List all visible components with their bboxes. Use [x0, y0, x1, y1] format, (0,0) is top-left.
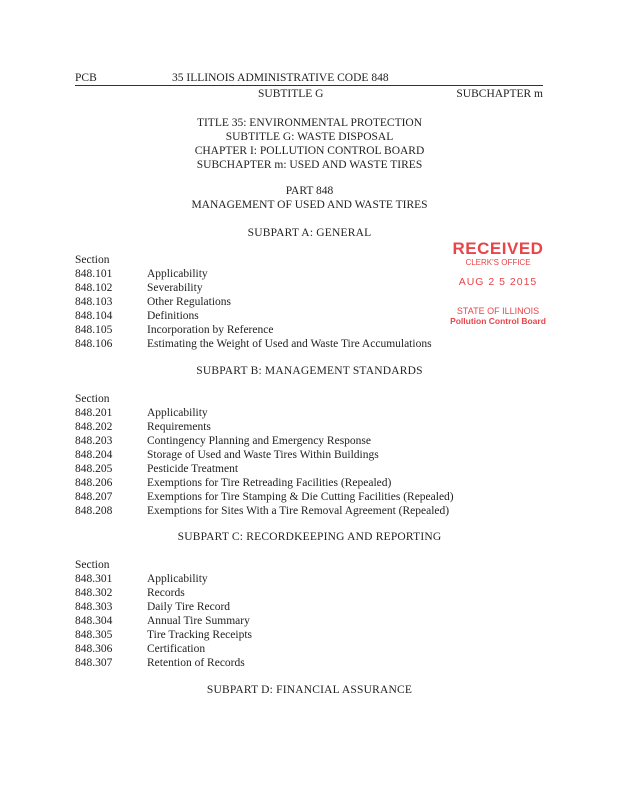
- section-title: Storage of Used and Waste Tires Within Buildings: [147, 449, 379, 461]
- section-number: 848.303: [75, 601, 113, 613]
- section-title: Applicability: [147, 407, 208, 419]
- header-subtitle: SUBTITLE G: [258, 88, 324, 100]
- section-number: 848.305: [75, 629, 113, 641]
- section-number: 848.201: [75, 407, 113, 419]
- section-title: Estimating the Weight of Used and Waste Tire Accumulations: [147, 338, 432, 350]
- section-number: 848.302: [75, 587, 113, 599]
- section-title: Definitions: [147, 310, 199, 322]
- section-label: Section: [75, 559, 110, 571]
- section-title: Exemptions for Tire Stamping & Die Cutting Facilities (Repealed): [147, 491, 454, 503]
- section-number: 848.103: [75, 296, 113, 308]
- stamp-state: STATE OF ILLINOIS: [456, 306, 540, 316]
- title-block: [0, 116, 619, 172]
- section-title: Annual Tire Summary: [147, 615, 250, 627]
- section-number: 848.206: [75, 477, 113, 489]
- stamp-received: RECEIVED: [452, 239, 544, 258]
- received-stamp: [448, 240, 548, 326]
- section-title: Pesticide Treatment: [147, 463, 239, 475]
- stamp-office: CLERK'S OFFICE: [465, 258, 531, 267]
- part-block: [0, 184, 619, 212]
- subpart-heading: SUBPART A: GENERAL: [247, 227, 372, 239]
- section-number: 848.205: [75, 463, 113, 475]
- section-title: Applicability: [147, 268, 208, 280]
- section-number: 848.307: [75, 657, 113, 669]
- section-title: Certification: [147, 643, 206, 655]
- section-number: 848.106: [75, 338, 113, 350]
- section-title: Exemptions for Tire Retreading Facilities (Repealed): [147, 477, 392, 489]
- section-number: 848.208: [75, 505, 113, 517]
- section-number: 848.306: [75, 643, 113, 655]
- section-number: 848.202: [75, 421, 113, 433]
- page-subheader: [75, 88, 543, 102]
- subpart-heading: SUBPART C: RECORDKEEPING AND REPORTING: [177, 531, 442, 543]
- header-agency: PCB: [75, 72, 97, 84]
- section-title: Daily Tire Record: [147, 601, 231, 613]
- header-subchapter: SUBCHAPTER m: [456, 88, 543, 100]
- section-title: Other Regulations: [147, 296, 231, 308]
- part-name: MANAGEMENT OF USED AND WASTE TIRES: [191, 199, 428, 211]
- section-title: Exemptions for Sites With a Tire Removal Agreement (Repealed): [147, 505, 450, 517]
- section-number: 848.105: [75, 324, 113, 336]
- page-header: [75, 72, 543, 86]
- section-title: Tire Tracking Receipts: [147, 629, 252, 641]
- chapter-line: CHAPTER I: POLLUTION CONTROL BOARD: [194, 145, 425, 157]
- section-number: 848.104: [75, 310, 113, 322]
- section-number: 848.102: [75, 282, 113, 294]
- subchapter-line: SUBCHAPTER m: USED AND WASTE TIRES: [196, 159, 423, 171]
- section-title: Severability: [147, 282, 203, 294]
- stamp-date: AUG 2 5 2015: [458, 276, 538, 288]
- section-label: Section: [75, 254, 110, 266]
- stamp-board: Pollution Control Board: [450, 316, 546, 326]
- subpart-heading: SUBPART B: MANAGEMENT STANDARDS: [196, 365, 423, 377]
- subtitle-line: SUBTITLE G: WASTE DISPOSAL: [225, 131, 394, 143]
- section-number: 848.304: [75, 615, 113, 627]
- subpart-heading: SUBPART D: FINANCIAL ASSURANCE: [206, 684, 413, 696]
- section-title: Records: [147, 587, 185, 599]
- section-number: 848.204: [75, 449, 113, 461]
- section-title: Applicability: [147, 573, 208, 585]
- section-number: 848.203: [75, 435, 113, 447]
- part-number: PART 848: [285, 185, 334, 197]
- header-rule: [75, 85, 543, 86]
- section-title: Contingency Planning and Emergency Response: [147, 435, 371, 447]
- header-code: 35 ILLINOIS ADMINISTRATIVE CODE 848: [172, 72, 389, 84]
- section-number: 848.207: [75, 491, 113, 503]
- section-label: Section: [75, 393, 110, 405]
- section-title: Requirements: [147, 421, 211, 433]
- section-number: 848.101: [75, 268, 113, 280]
- title-line: TITLE 35: ENVIRONMENTAL PROTECTION: [196, 117, 423, 129]
- section-title: Incorporation by Reference: [147, 324, 274, 336]
- section-title: Retention of Records: [147, 657, 245, 669]
- section-number: 848.301: [75, 573, 113, 585]
